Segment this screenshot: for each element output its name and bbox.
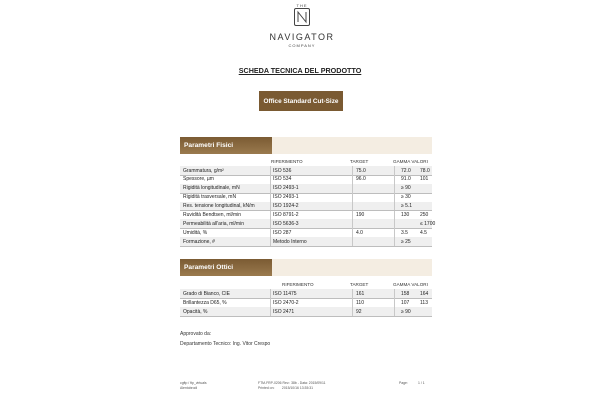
approval-by: Departamento Tecnico: Ing. Vitor Crespo <box>180 341 271 347</box>
param-range-max: 101 <box>420 176 429 183</box>
footer-printed-on: Printed on: 2015/10/16 13:35:31 <box>258 386 314 390</box>
param-name: Ruvidità Bendtsen, ml/min <box>183 212 242 218</box>
param-range-min: 158 <box>401 290 410 297</box>
param-range-max: 4.5 <box>420 229 427 236</box>
param-name: Rigidità trasversale, mN <box>183 194 237 201</box>
optical-header-reference: RIFERIMENTO <box>282 282 314 287</box>
brand-bottom-text: COMPANY <box>288 43 316 48</box>
column-divider <box>270 193 271 202</box>
param-target: 190 <box>356 212 365 218</box>
brand-name: NAVIGATOR <box>269 32 335 42</box>
param-name: Opacità, % <box>183 308 208 315</box>
physical-section-header <box>180 137 432 154</box>
param-target: 110 <box>356 299 364 306</box>
param-range-min: 72.0 <box>401 167 411 174</box>
column-divider <box>270 307 271 316</box>
footer-left-line1: cgftp / ftp_virtuals <box>180 381 207 385</box>
footer-page-label: Page: <box>399 381 408 385</box>
column-divider <box>394 211 395 220</box>
param-name: Grado di Bianco, CIE <box>183 290 230 297</box>
physical-section-title: Parametri Fisici <box>180 137 272 154</box>
param-reference: ISO 2493-1 <box>273 185 299 192</box>
column-divider <box>352 211 353 220</box>
param-target: 161 <box>356 290 365 297</box>
table-row <box>180 237 432 247</box>
optical-section-header <box>180 259 432 276</box>
param-reference: ISO 5636-3 <box>273 220 299 227</box>
column-divider <box>352 184 353 193</box>
column-divider <box>352 289 353 298</box>
param-reference: ISO 536 <box>273 167 292 174</box>
column-divider <box>352 228 353 237</box>
physical-header-range: GAMMA VALORI <box>393 159 428 164</box>
param-name: Res. tensione longitudinal, kN/m <box>183 203 255 210</box>
column-divider <box>270 237 271 246</box>
approval-label: Approvato da: <box>180 331 212 337</box>
param-range-min: ≥ 90 <box>401 185 411 192</box>
product-badge: Office Standard Cut-Size <box>259 91 343 111</box>
column-divider <box>270 219 271 228</box>
physical-header-target: TARGET <box>350 159 369 164</box>
param-reference: Metodo Interno <box>273 238 307 245</box>
param-target: 4.0 <box>356 229 363 236</box>
column-divider <box>394 307 395 316</box>
table-row <box>180 307 432 317</box>
param-range-min: ≥ 30 <box>401 194 411 201</box>
column-divider <box>394 193 395 202</box>
physical-header-reference: RIFERIMENTO <box>271 159 303 164</box>
param-name: Spessore, µm <box>183 176 214 183</box>
column-divider <box>394 219 395 228</box>
param-reference: ISO 2470-2 <box>273 299 299 306</box>
column-divider <box>352 219 353 228</box>
column-divider <box>352 298 353 307</box>
param-target: 75.0 <box>356 167 366 174</box>
column-divider <box>394 228 395 237</box>
column-divider <box>352 307 353 316</box>
navigator-logo-icon <box>294 8 310 26</box>
column-divider <box>352 202 353 211</box>
column-divider <box>270 211 271 220</box>
param-range-max: 113 <box>420 299 428 306</box>
column-divider <box>270 202 271 211</box>
column-divider <box>270 228 271 237</box>
param-reference: ISO 287 <box>273 229 292 236</box>
param-range-min: ≥ 90 <box>401 308 411 315</box>
column-divider <box>394 202 395 211</box>
param-range-min: ≥ 5.1 <box>401 203 413 210</box>
param-range-max: 78.0 <box>420 167 430 174</box>
footer-page-value: 1 / 1 <box>418 381 425 385</box>
column-divider <box>270 289 271 298</box>
optical-header-target: TARGET <box>350 282 369 287</box>
column-divider <box>352 237 353 246</box>
param-name: Permeabilità all'aria, ml/min <box>183 220 244 227</box>
param-name: Grammatura, g/m² <box>183 167 224 174</box>
param-range-max: ≤ 1700 <box>420 220 436 227</box>
column-divider <box>394 184 395 193</box>
param-range-max: 250 <box>420 212 429 218</box>
column-divider <box>394 166 395 175</box>
column-divider <box>270 298 271 307</box>
param-range-min: 91.0 <box>401 176 411 183</box>
column-divider <box>394 175 395 184</box>
column-divider <box>352 175 353 184</box>
param-reference: ISO 11475 <box>273 290 297 297</box>
page-title: SCHEDA TECNICA DEL PRODOTTO <box>238 66 362 75</box>
optical-section-title: Parametri Ottici <box>180 259 272 276</box>
param-range-max: 164 <box>420 290 429 297</box>
param-range-min: 130 <box>401 212 410 218</box>
param-target: 96.0 <box>356 176 366 183</box>
param-name: Rigidità longitudinale, mN <box>183 185 240 192</box>
column-divider <box>394 298 395 307</box>
param-target: 92 <box>356 308 362 315</box>
footer-doc-code: FTM-FRP-0206 Rev.: 38b - Data: 2015/09/11 <box>258 381 326 385</box>
optical-header-range: GAMMA VALORI <box>393 282 428 287</box>
param-range-min: ≥ 25 <box>401 238 411 245</box>
column-divider <box>394 289 395 298</box>
param-name: Umidità, % <box>183 229 208 236</box>
param-range-min: 3.5 <box>401 229 408 236</box>
column-divider <box>270 166 271 175</box>
param-name: Brillantezza D65, % <box>183 299 227 306</box>
column-divider <box>352 193 353 202</box>
column-divider <box>270 184 271 193</box>
param-reference: ISO 2471 <box>273 308 295 315</box>
footer-left-line2: Alentobrodi <box>180 386 198 390</box>
param-reference: ISO 1924-2 <box>273 203 299 210</box>
param-reference: ISO 534 <box>273 176 292 183</box>
param-name: Formazione, # <box>183 238 215 245</box>
column-divider <box>270 175 271 184</box>
column-divider <box>394 237 395 246</box>
brand-top-text: THE <box>296 3 308 8</box>
param-reference: ISO 2493-1 <box>273 194 299 201</box>
param-range-min: 107 <box>401 299 410 306</box>
column-divider <box>352 166 353 175</box>
param-reference: ISO 8791-2 <box>273 212 299 218</box>
